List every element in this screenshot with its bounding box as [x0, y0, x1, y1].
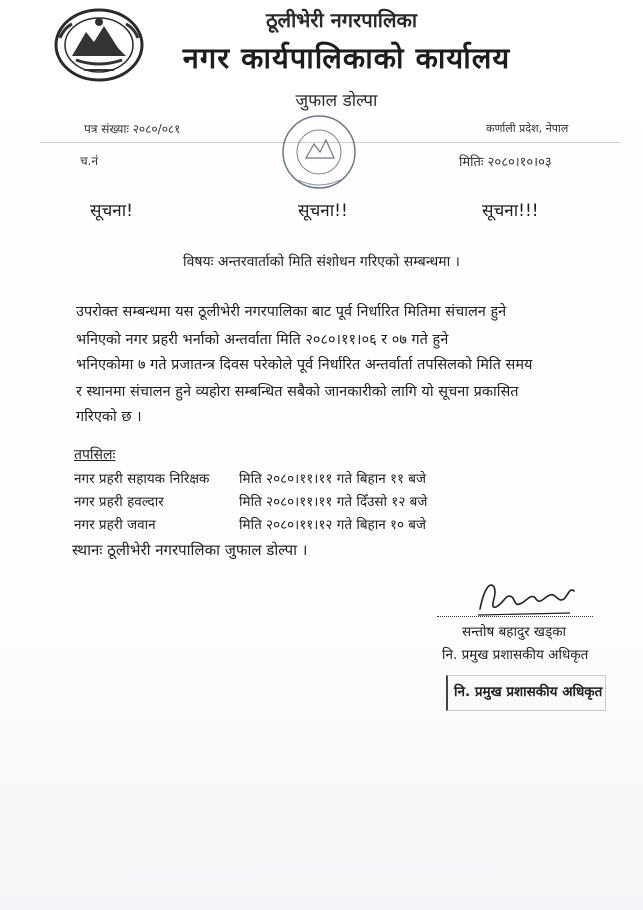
body-text-line: गरिएको छ । — [76, 409, 142, 425]
letter-date: मितिः २०८०।१०।०३ — [459, 155, 552, 170]
body-text-line: उपरोक्त सम्बन्धमा यस ठूलीभेरी नगरपालिका बाट पूर्व निर्धारित मितिमा संचालन हुने — [76, 304, 507, 320]
municipality-name: ठूलीभेरी नगरपालिका — [265, 8, 418, 32]
dispatch-number: च.नं — [80, 154, 99, 168]
notice-heading-center: सूचना!! — [298, 201, 348, 221]
signature-line — [437, 616, 593, 617]
office-location: जुफाल डोल्पा — [295, 91, 378, 111]
body-text-line: र स्थानमा संचालन हुने व्यहोरा सम्बन्धित सबैको जानकारीको लागि यो सूचना प्रकासित — [76, 384, 519, 400]
body-text-line: भनिएको नगर प्रहरी भर्नाको अन्तर्वाता मिति २०८०।११।०६ र ०७ गते हुने — [76, 332, 449, 348]
venue-line: स्थानः ठूलीभेरी नगरपालिका जुफाल डोल्पा । — [72, 541, 308, 559]
schedule-heading: तपसिलः — [74, 447, 116, 463]
office-round-stamp-icon — [276, 108, 362, 192]
schedule-position: नगर प्रहरी हवल्दार — [74, 494, 164, 510]
schedule-time: मिति २०८०।११।११ गते बिहान ११ बजे — [239, 471, 427, 487]
handwritten-signature-icon — [470, 575, 580, 621]
body-text-line: भनिएकोमा ७ गते प्रजातन्त्र दिवस परेकोले पूर्व निर्धारित अन्तर्वार्ता तपसिलको मिति समय — [76, 357, 533, 373]
province-label: कर्णाली प्रदेश, नेपाल — [486, 122, 569, 135]
signatory-title: नि. प्रमुख प्रशासकीय अधिकृत — [442, 647, 589, 663]
notice-heading-left: सूचना! — [90, 201, 133, 221]
reference-number: पत्र संख्याः २०८०/०८१ — [84, 122, 181, 136]
schedule-time: मिति २०८०।११।१२ गते बिहान १० बजे — [239, 517, 427, 533]
signatory-name: सन्तोष बहादुर खड्का — [462, 624, 567, 640]
subject-line: विषयः अन्तरवार्ताको मिति संशोधन गरिएको सम्बन्धमा । — [182, 254, 460, 270]
designation-stamp-text: नि. प्रमुख प्रशासकीय अधिकृत — [454, 684, 603, 700]
office-name: नगर कार्यपालिकाको कार्यालय — [182, 41, 511, 75]
schedule-time: मिति २०८०।११।११ गते दिँउसो १२ बजे — [239, 494, 428, 510]
schedule-position: नगर प्रहरी जवान — [74, 517, 156, 533]
notice-heading-right: सूचना!!! — [482, 201, 539, 221]
schedule-position: नगर प्रहरी सहायक निरिक्षक — [74, 471, 210, 487]
